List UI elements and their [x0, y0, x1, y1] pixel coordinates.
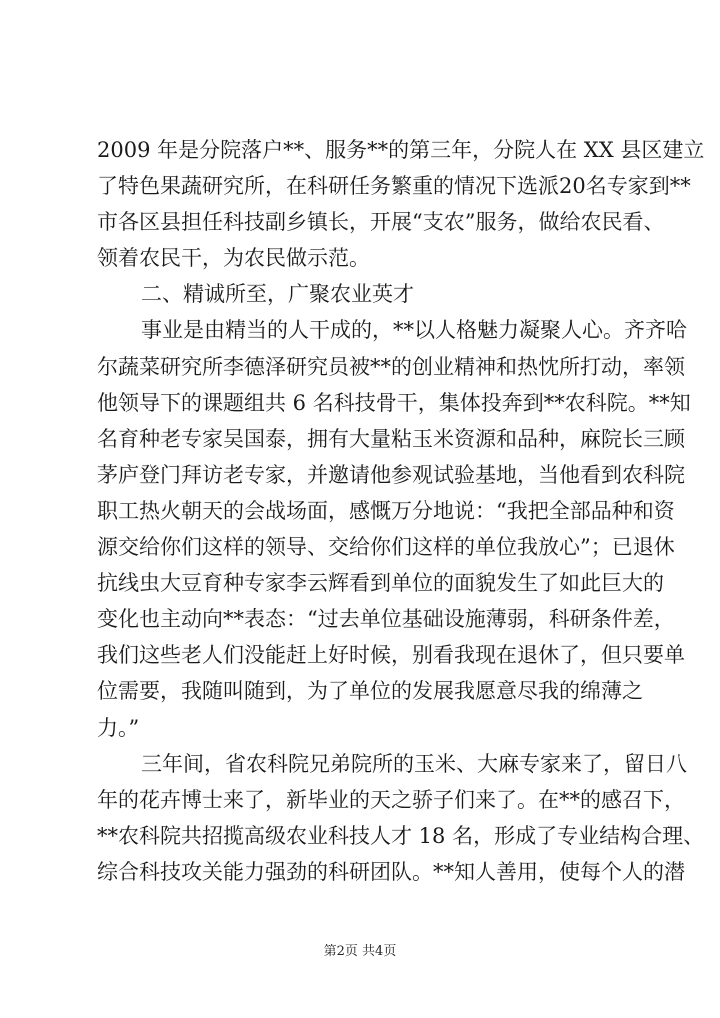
document-body: [97, 132, 705, 890]
text-line: 名育种老专家吴国泰，拥有大量粘玉米资源和品种，麻院长三顾: [97, 426, 685, 451]
text-line: 位需要，我随叫随到，为了单位的发展我愿意尽我的绵薄之: [97, 679, 643, 704]
text-line: **农科院共招揽高级农业科技人才 18 名，形成了专业结构合理、: [97, 823, 705, 848]
page-footer: 第2页 共4页: [323, 944, 397, 959]
text-line: 三年间，省农科院兄弟院所的玉米、大麻专家来了，留日八: [141, 751, 687, 776]
text-line: 综合科技攻关能力强劲的科研团队。**知人善用，使每个人的潜: [97, 859, 685, 884]
text-line: 变化也主动向**表态：“过去单位基础设施薄弱，科研条件差，: [97, 607, 675, 632]
text-line: 了特色果蔬研究所，在科研任务繁重的情况下选派20名专家到**: [97, 174, 691, 199]
text-line: 事业是由精当的人干成的，**以人格魅力凝聚人心。齐齐哈: [141, 318, 687, 343]
text-line: 抗线虫大豆育种专家李云辉看到单位的面貌发生了如此巨大的: [97, 571, 664, 596]
text-line: 职工热火朝天的会战场面，感慨万分地说：“我把全部品种和资: [97, 498, 675, 523]
text-line: 年的花卉博士来了，新毕业的天之骄子们来了。在**的感召下，: [97, 787, 685, 812]
text-line: 市各区县担任科技副乡镇长，开展“支农”服务，做给农民看、: [97, 210, 665, 235]
text-line: 茅庐登门拜访老专家，并邀请他参观试验基地，当他看到农科院: [97, 462, 685, 487]
text-line: 尔蔬菜研究所李德泽研究员被**的创业精神和热忱所打动，率领: [97, 354, 685, 379]
text-line: 源交给你们这样的领导、交给你们这样的单位我放心”；已退休: [97, 535, 675, 560]
text-line: 领着农民干，为农民做示范。: [97, 246, 370, 271]
section-heading: 二、精诚所至，广聚农业英才: [141, 282, 414, 307]
text-line: 他领导下的课题组共 6 名科技骨干，集体投奔到**农科院。**知: [97, 390, 691, 415]
text-line: 力。”: [97, 715, 140, 740]
text-line: 我们这些老人们没能赶上好时候，别看我现在退休了，但只要单: [97, 643, 685, 668]
text-line: 2009 年是分院落户**、服务**的第三年，分院人在 XX 县区建立: [97, 138, 705, 162]
